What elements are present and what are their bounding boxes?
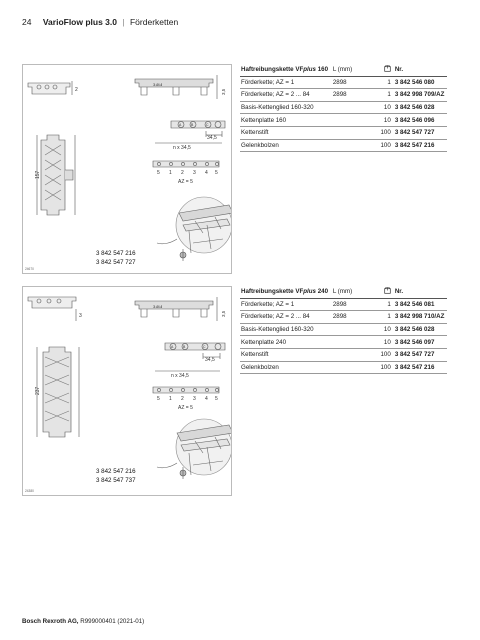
package-icon	[384, 65, 391, 72]
part-number: 3 842 547 727	[96, 258, 136, 266]
dim-width: 237	[35, 386, 41, 395]
page-footer	[22, 618, 144, 625]
link-num-0: 5	[157, 396, 160, 402]
table-row	[240, 298, 447, 311]
table-row	[240, 348, 447, 361]
section-title: Förderketten	[129, 17, 179, 27]
link-num-1: 1	[169, 396, 172, 402]
cell-nr: 3 842 998 710/AZ	[394, 311, 447, 324]
cell-length: 2898	[332, 311, 376, 324]
col-qty	[376, 64, 394, 76]
cell-qty: 10	[376, 114, 394, 127]
plate-label-a: A	[179, 123, 182, 127]
cell-nr: 3 842 547 727	[394, 348, 447, 361]
col-nr: Nr.	[394, 64, 447, 76]
cell-nr: 3 842 546 096	[394, 114, 447, 127]
cell-nr: 3 842 546 028	[394, 101, 447, 114]
cell-nr: 3 842 998 709/AZ	[394, 89, 447, 102]
dim-side: 3,5	[221, 310, 226, 317]
company-name: Bosch Rexroth AG,	[22, 618, 79, 625]
cell-label: Gelenkbolzen	[240, 139, 332, 152]
table-row	[240, 76, 447, 89]
plate-label-c: C	[203, 345, 206, 349]
link-num-0: 5	[157, 170, 160, 176]
drawing-panel-240	[22, 286, 232, 496]
link-num-3: 3	[193, 170, 196, 176]
link-num-5: 5	[215, 170, 218, 176]
cell-length	[332, 114, 376, 127]
cell-label: Förderkette; AZ = 1	[240, 298, 332, 311]
cell-length	[332, 101, 376, 114]
plate-label-b: B	[183, 345, 186, 349]
part-number-list	[96, 468, 136, 485]
cell-label: Basis-Kettenglied 160-320	[240, 101, 332, 114]
cell-nr: 3 842 546 028	[394, 323, 447, 336]
cell-length: 2898	[332, 298, 376, 311]
cell-qty: 1	[376, 311, 394, 324]
header-separator: |	[122, 17, 125, 27]
cell-length: 2898	[332, 76, 376, 89]
cell-label: Kettenplatte 240	[240, 336, 332, 349]
table-title: Haftreibungskette VFplus 160	[240, 64, 332, 76]
chain-drawing-160	[23, 65, 231, 273]
document-number: R999000401 (2021-01)	[80, 618, 145, 625]
az-label: AZ = 5	[178, 405, 193, 411]
dim-side: 3,5	[221, 88, 226, 95]
plate-label-a: A	[171, 345, 174, 349]
figure-id: 24380	[25, 489, 34, 493]
plate-label-b: B	[191, 123, 194, 127]
cell-qty: 10	[376, 101, 394, 114]
cell-nr: 3 842 546 097	[394, 336, 447, 349]
cell-label: Förderkette; AZ = 1	[240, 76, 332, 89]
dim-pitch: 34,5	[207, 135, 217, 141]
cell-label: Kettenstift	[240, 348, 332, 361]
page-number: 24	[22, 17, 32, 27]
cell-label: Kettenplatte 160	[240, 114, 332, 127]
part-number: 3 842 547 216	[96, 468, 136, 475]
link-num-2: 2	[181, 170, 184, 176]
table-row	[240, 311, 447, 324]
link-num-5: 5	[215, 396, 218, 402]
cell-nr: 3 842 546 080	[394, 76, 447, 89]
cell-label: Förderkette; AZ = 2 ... 84	[240, 311, 332, 324]
link-num-2: 2	[181, 396, 184, 402]
cell-length	[332, 126, 376, 139]
cell-qty: 100	[376, 139, 394, 152]
cell-length	[332, 323, 376, 336]
cell-qty: 10	[376, 336, 394, 349]
figure-id: 24670	[25, 267, 34, 271]
cell-label: Kettenstift	[240, 126, 332, 139]
table-row	[240, 89, 447, 102]
table-row	[240, 126, 447, 139]
dim-small: 3	[79, 313, 82, 319]
cell-qty: 10	[376, 323, 394, 336]
col-nr: Nr.	[394, 286, 447, 298]
col-qty	[376, 286, 394, 298]
link-num-3: 3	[193, 396, 196, 402]
table-row	[240, 101, 447, 114]
table-header-row	[240, 286, 447, 298]
table-row	[240, 139, 447, 152]
col-length: L (mm)	[332, 286, 376, 298]
dim-small: 2	[75, 87, 78, 93]
az-label: AZ = 5	[178, 179, 193, 185]
dim-pitch-n: n x 34,5	[173, 145, 191, 151]
cell-length: 2898	[332, 89, 376, 102]
cell-qty: 100	[376, 361, 394, 374]
table-row	[240, 323, 447, 336]
part-number: 3 842 547 216	[96, 250, 136, 257]
cell-qty: 100	[376, 126, 394, 139]
table-title: Haftreibungskette VFplus 240	[240, 286, 332, 298]
cell-length	[332, 361, 376, 374]
order-table-160	[240, 64, 447, 152]
cell-label: Gelenkbolzen	[240, 361, 332, 374]
dim-width: 157	[35, 170, 41, 179]
part-number: 3 842 547 737	[96, 476, 136, 484]
cell-nr: 3 842 547 216	[394, 361, 447, 374]
col-length: L (mm)	[332, 64, 376, 76]
cell-qty: 1	[376, 89, 394, 102]
svg-text:3Ⅎ4Ⅎ: 3Ⅎ4Ⅎ	[153, 82, 163, 87]
order-table-240	[240, 286, 447, 374]
cell-qty: 1	[376, 298, 394, 311]
link-num-4: 4	[205, 170, 208, 176]
cell-length	[332, 336, 376, 349]
cell-label: Basis-Kettenglied 160-320	[240, 323, 332, 336]
link-num-4: 4	[205, 396, 208, 402]
cell-qty: 1	[376, 76, 394, 89]
cell-nr: 3 842 547 727	[394, 126, 447, 139]
page-header	[22, 17, 178, 27]
svg-text:3Ⅎ4Ⅎ: 3Ⅎ4Ⅎ	[153, 304, 163, 309]
cell-label: Förderkette; AZ = 2 ... 84	[240, 89, 332, 102]
dim-pitch: 34,5	[205, 357, 215, 363]
table-row	[240, 114, 447, 127]
cell-length	[332, 348, 376, 361]
cell-nr: 3 842 547 216	[394, 139, 447, 152]
chain-drawing-240	[23, 287, 231, 495]
cell-length	[332, 139, 376, 152]
link-num-1: 1	[169, 170, 172, 176]
table-header-row	[240, 64, 447, 76]
drawing-panel-160	[22, 64, 232, 274]
part-number-list	[96, 250, 136, 267]
dim-pitch-n: n x 34,5	[171, 373, 189, 379]
plate-label-c: C	[206, 123, 209, 127]
package-icon	[384, 287, 391, 294]
table-row	[240, 336, 447, 349]
table-row	[240, 361, 447, 374]
cell-qty: 100	[376, 348, 394, 361]
product-name: VarioFlow plus 3.0	[42, 17, 118, 27]
cell-nr: 3 842 546 081	[394, 298, 447, 311]
